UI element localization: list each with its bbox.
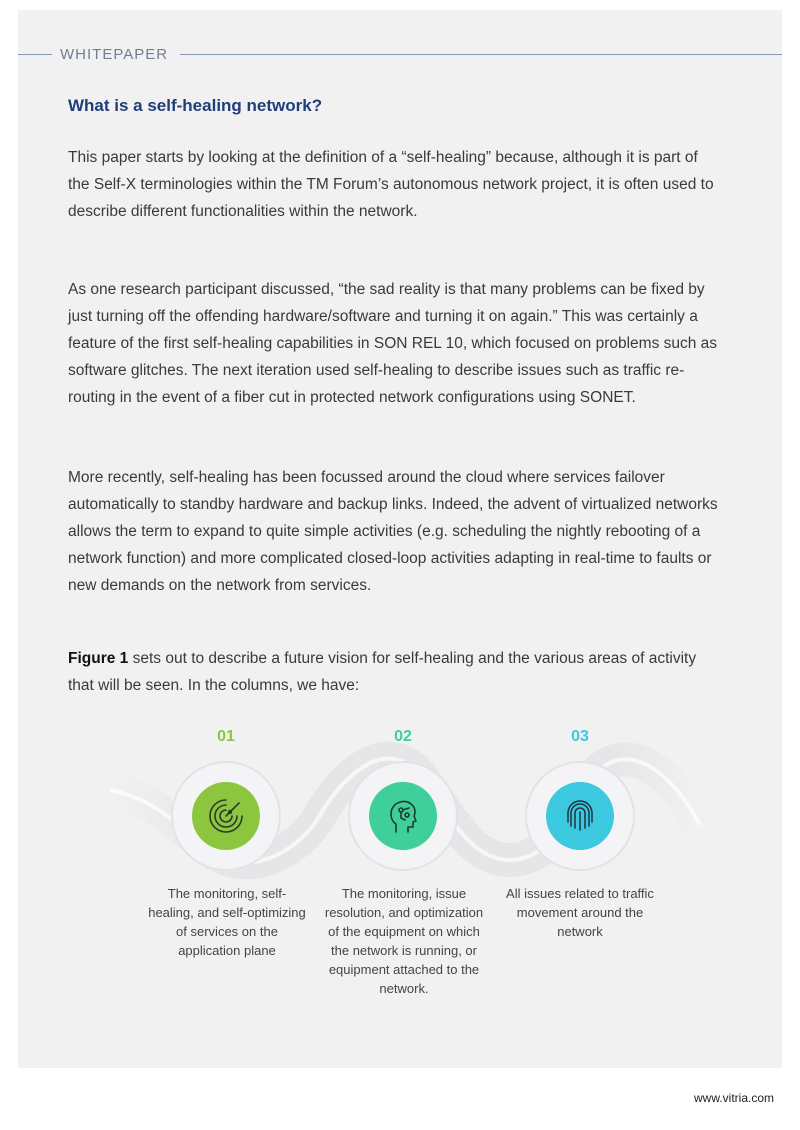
figure-reference: Figure 1 (68, 650, 129, 667)
paragraph-1: This paper starts by looking at the definition of a “self-healing” because, although it is part of the Self-X terminologies within the TM Forum’s autonomous network project, it is often used to describe different functionalities within the network. (68, 149, 714, 220)
section-heading: What is a self-healing network? (68, 96, 323, 115)
footer-url[interactable]: www.vitria.com (693, 1091, 774, 1105)
column-number-02: 02 (394, 728, 412, 745)
column-number-03: 03 (571, 728, 589, 745)
figure-intro-paragraph (68, 645, 718, 699)
column-caption-02: The monitoring, issue resolution, and optimization of the equipment on which the network is running, or equipment attached to the network. (324, 886, 484, 996)
paragraph-3: More recently, self-healing has been focussed around the cloud where services failover automatically to standby hardware and backup links. Indeed, the advent of virtualized networks allows the term to expand to quite simple activities (e.g. scheduling the nightly rebooting of a network function) and more complicated closed-loop activities adapting in real-time to faults or new demands on the network from services. (68, 469, 718, 594)
radar-icon (206, 796, 246, 836)
paragraph-2: As one research participant discussed, “the sad reality is that many problems can be fixed by just turning off the offending hardware/software and turning it on again.” This was certainly a feature of the first self-healing capabilities in SON REL 10, which focused on problems such as software glitches. The next iteration used self-healing to describe issues such as traffic re-routing in the event of a fiber cut in protected network configurations using SONET. (68, 281, 718, 406)
header-label: WHITEPAPER (60, 46, 169, 63)
ai-head-icon (383, 796, 423, 836)
column-icon-circle-03 (546, 782, 614, 850)
header-rule-right (180, 54, 782, 55)
column-icon-circle-01 (192, 782, 260, 850)
figure-intro-text: sets out to describe a future vision for self-healing and the various areas of activity that will be seen. In the columns, we have: (68, 650, 697, 694)
column-icon-circle-02 (369, 782, 437, 850)
header-rule-left (18, 54, 52, 55)
column-caption-01: The monitoring, self-healing, and self-optimizing of services on the application plane (148, 886, 306, 958)
section-header (18, 46, 782, 66)
column-number-01: 01 (217, 728, 235, 745)
column-caption-03: All issues related to traffic movement around the network (506, 886, 654, 939)
fingerprint-icon (560, 796, 600, 836)
figure-1 (90, 720, 710, 1030)
